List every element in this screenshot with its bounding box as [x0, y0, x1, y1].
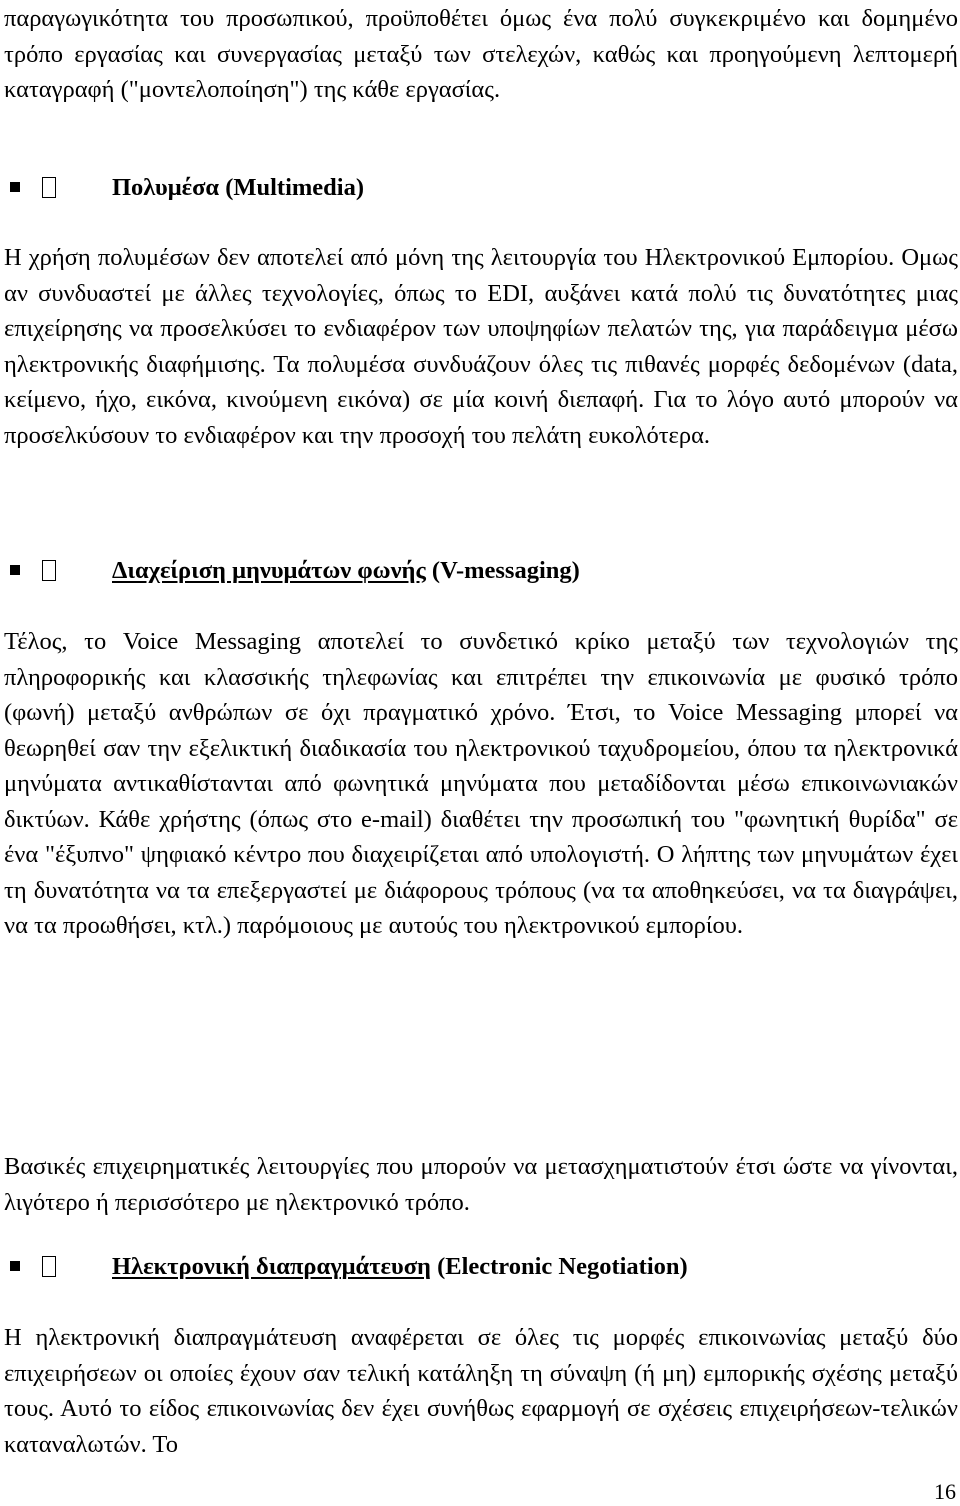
paragraph-business-functions: Βασικές επιχειρηματικές λειτουργίες που μπορούν να μετασχηματιστούν έτσι ώστε να γίνονται, λιγότερο ή περισσότερο με ηλεκτρονικό τρόπο. — [4, 1153, 958, 1216]
heading-v-messaging-text — [112, 553, 580, 589]
heading-electronic-negotiation-english: (Electronic Negotiation) — [430, 1253, 688, 1280]
square-bullet-icon — [10, 182, 20, 192]
paragraph-electronic-negotiation: Η ηλεκτρονική διαπραγμάτευση αναφέρεται σε όλες τις μορφές επικοινωνίας μεταξύ δύο επιχειρήσεων οι οποίες έχουν σαν τελική κατάληξη τη σύναψη (ή μη) εμπορικής σχέσης μεταξύ τους. Αυτό το είδος επικοινωνίας δεν έχει συνήθως εφαρμογή σε σχέσεις επιχειρήσεων-τελικών καταναλωτών. Το — [4, 1324, 958, 1458]
heading-electronic-negotiation-greek: Ηλεκτρονική διαπραγμάτευση — [112, 1253, 431, 1280]
paragraph-voice-messaging: Τέλος, το Voice Messaging αποτελεί το συνδετικό κρίκο μεταξύ των τεχνολογιών της πληροφορικής και κλασσικής τηλεφωνίας και επιτρέπει την επικοινωνία με φυσικό τρόπο (φωνή) μεταξύ ανθρώπων σε όχι πραγματικό χρόνο. Έτσι, το Voice Messaging μπορεί να θεωρηθεί σαν την εξελικτική διαδικασία του ηλεκτρονικού ταχυδρομείου, όπου τα ηλεκτρονικά μηνύματα αντικαθίστανται από φωνητικά μηνύματα που μεταδίδονται μέσω επικοινωνιακών δικτύων. Κάθε χρήστης (όπως στο e-mail) διαθέτει την προσωπική του "φωνητική θυρίδα" σε ένα "έξυπνο" ψηφιακό κέντρο που διαχειρίζεται από υπολογιστή. Ο λήπτης των μηνυμάτων έχει τη δυνατότητα να τα επεξεργαστεί με διάφορους τρόπους (να τα αποθηκεύσει, να τα διαγράψει, να τα προωθήσει, κτλ.) παρόμοιους με αυτούς του ηλεκτρονικού εμπορίου. — [4, 628, 958, 939]
paragraph-productivity: παραγωγικότητα του προσωπικού, προϋποθέτει όμως ένα πολύ συγκεκριμένο και δομημένο τρόπο εργασίας και συνεργασίας μεταξύ των στελεχών, καθώς και προηγούμενη λεπτομερή καταγραφή ("μοντελοποίηση") της κάθε εργασίας. — [4, 5, 958, 103]
heading-v-messaging-english: (V-messaging) — [425, 557, 580, 584]
heading-multimedia-text: Πολυμέσα (Multimedia) — [112, 174, 364, 201]
missing-glyph-box-icon — [42, 1256, 56, 1277]
missing-glyph-box-icon — [42, 560, 56, 581]
page-number: 16 — [934, 1479, 956, 1504]
heading-v-messaging-greek: Διαχείριση μηνυμάτων φωνής — [112, 557, 426, 584]
missing-glyph-box-icon — [42, 177, 56, 198]
paragraph-multimedia: Η χρήση πολυμέσων δεν αποτελεί από μόνη της λειτουργία του Ηλεκτρονικού Εμπορίου. Ομως αν συνδυαστεί με άλλες τεχνολογίες, όπως το EDI, αυξάνει κατά πολύ τις δυνατότητες μιας επιχείρησης να προσελκύσει το ενδιαφέρον των υποψηφίων πελατών της, για παράδειγμα μέσω ηλεκτρονικής διαφήμισης. Τα πολυμέσα συνδυάζουν όλες τις πιθανές μορφές δεδομένων (data, κείμενο, ήχο, εικόνα, κινούμενη εικόνα) σε μία κοινή διεπαφή. Για το λόγο αυτό μπορούν να προσελκύσουν το ενδιαφέρον και την προσοχή του πελάτη ευκολότερα. — [4, 244, 958, 449]
heading-electronic-negotiation-text — [112, 1249, 688, 1285]
square-bullet-icon — [10, 1261, 20, 1271]
square-bullet-icon — [10, 565, 20, 575]
